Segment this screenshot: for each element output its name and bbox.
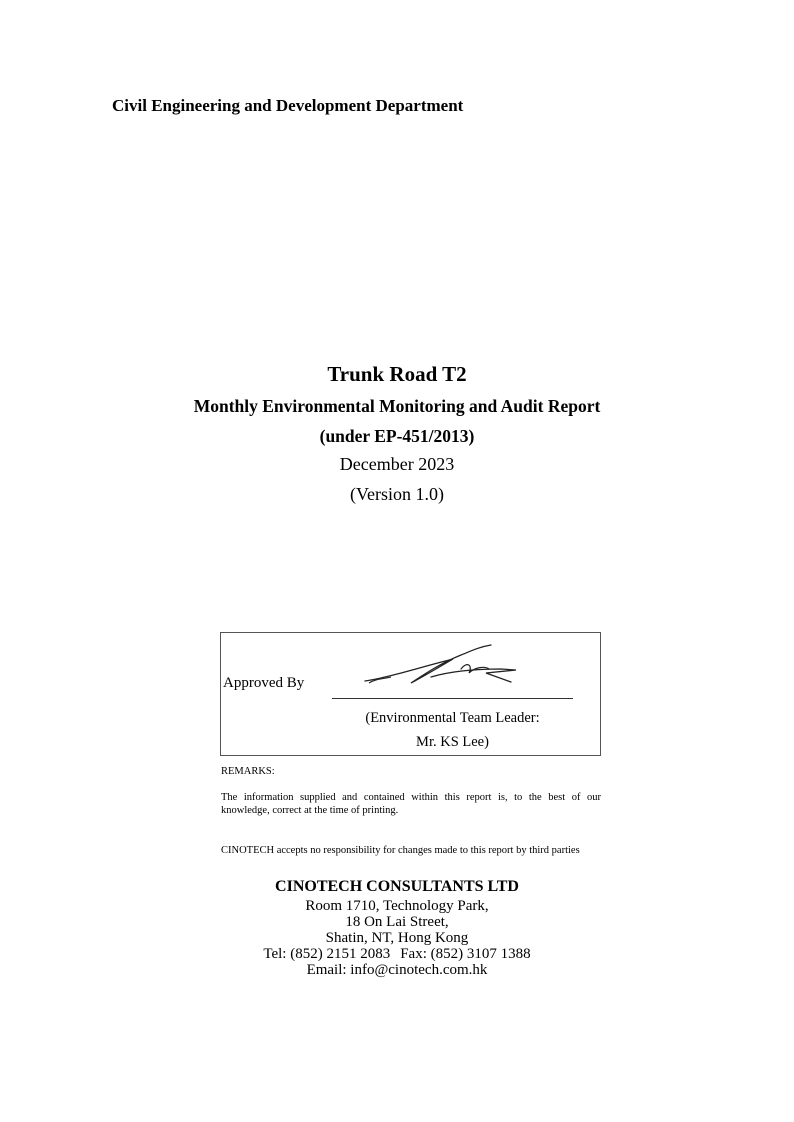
company-name: CINOTECH CONSULTANTS LTD: [275, 878, 519, 895]
disclaimer-text: CINOTECH accepts no responsibility for changes made to this report by third parties: [221, 845, 580, 856]
approver-role: (Environmental Team Leader:: [365, 710, 540, 726]
report-title: Trunk Road T2: [327, 362, 467, 386]
fax: Fax: (852) 3107 1388: [400, 946, 531, 962]
address-line-1: Room 1710, Technology Park,: [305, 898, 489, 914]
approval-box: [220, 632, 601, 756]
report-date: December 2023: [339, 454, 455, 474]
department-name: Civil Engineering and Development Department: [112, 96, 464, 115]
email: Email: info@cinotech.com.hk: [306, 962, 488, 978]
signature-line: [332, 698, 573, 699]
remarks-text: The information supplied and contained within this report is, to the best of our knowledge, correct at the time of printing.: [221, 792, 601, 816]
approver-name: Mr. KS Lee): [416, 734, 489, 750]
signature-image: [361, 639, 521, 689]
remarks-label: REMARKS:: [221, 766, 275, 777]
address-line-3: Shatin, NT, Hong Kong: [325, 930, 469, 946]
contact-line: [0, 946, 794, 963]
report-version: (Version 1.0): [350, 484, 444, 504]
approved-by-label: Approved By: [223, 675, 305, 691]
address-line-2: 18 On Lai Street,: [345, 914, 449, 930]
telephone: Tel: (852) 2151 2083: [263, 946, 391, 962]
permit-number: (under EP-451/2013): [319, 426, 475, 446]
report-subtitle: Monthly Environmental Monitoring and Audit Report: [193, 396, 601, 416]
